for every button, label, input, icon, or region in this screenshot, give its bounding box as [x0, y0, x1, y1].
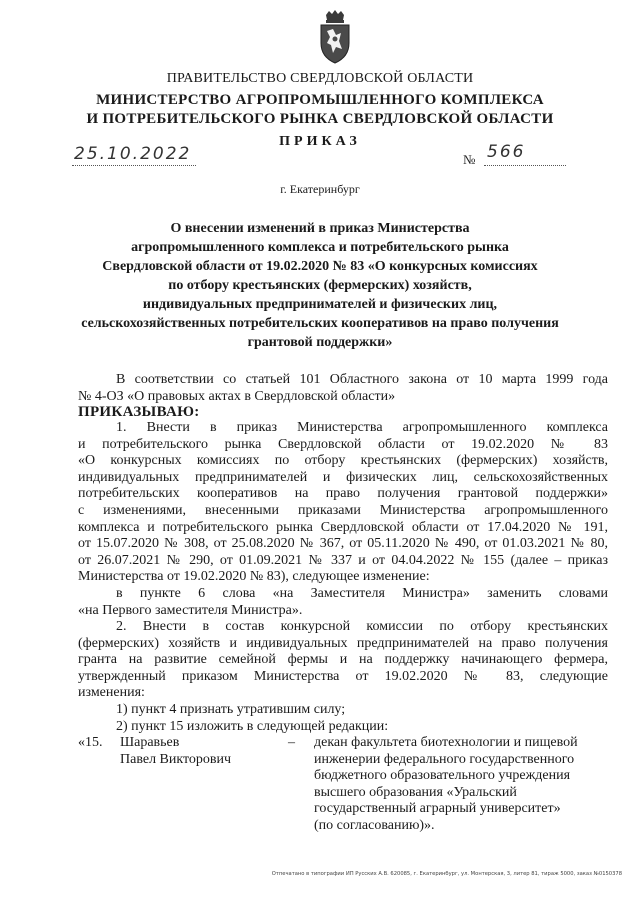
member-given-names: Павел Викторович	[120, 752, 232, 767]
item-2-line: изменения:	[78, 685, 145, 701]
member-position-line: (по согласованию)».	[314, 817, 435, 833]
item-1-line: и потребительского рынка Свердловской области от 19.02.2020 № 83	[78, 436, 608, 452]
member-position-line: декан факультета биотехнологии и пищевой	[314, 735, 578, 750]
item-1	[78, 420, 608, 619]
ministry-name-line1: МИНИСТЕРСТВО АГРОПРОМЫШЛЕННОГО КОМПЛЕКСА	[96, 92, 544, 108]
number-underline	[484, 165, 566, 166]
item-1-line: Министерства от 19.02.2020 № 83), следующее изменение:	[78, 569, 430, 585]
print-imprint: Отпечатано в типографии ИП Русских А.В. 620085, г. Екатеринбург, ул. Монтерская, 3, литер 81, тираж 5000, заказ №0150378	[271, 871, 622, 877]
title-line: О внесении изменений в приказ Министерства	[170, 221, 470, 236]
document-title	[0, 219, 640, 352]
item-2-line: утвержденный приказом Министерства от 19.02.2020 № 83, следующие	[78, 668, 608, 684]
title-line: агропромышленного комплекса и потребительского рынка	[131, 240, 509, 255]
item-1-line: от 26.07.2021 № 290, от 01.09.2021 № 337 и от 04.04.2022 № 155 (далее – приказ	[78, 552, 608, 568]
preamble-line: В соответствии со статьей 101 Областного закона от 10 марта 1999 года	[116, 372, 608, 387]
item-1-line: «О конкурсных комиссиях по отбору крестьянских (фермерских) хозяйств,	[78, 453, 608, 469]
item-2-line: (фермерских) хозяйств и индивидуальных предпринимателей на право получения	[78, 635, 608, 651]
member-position-line: государственный аграрный университет»	[314, 801, 561, 817]
member-position-line: инженерии федерального государственного	[314, 751, 575, 767]
order-word: ПРИКАЗЫВАЮ:	[78, 404, 200, 420]
item-2	[78, 619, 608, 735]
number-label: №	[463, 152, 476, 167]
member-number: «15.	[78, 735, 103, 750]
title-line: по отбору крестьянских (фермерских) хозяйств,	[168, 278, 472, 293]
item-2-line: гранта на развитие семейной фермы и на поддержку начинающего фермера,	[78, 652, 608, 668]
item-2-line: 2. Внести в состав конкурсной комиссии по отбору крестьянских	[116, 619, 608, 634]
handwritten-number: 566	[487, 142, 526, 162]
item-1-line: с изменениями, внесенными приказами Министерства агропромышленного	[78, 502, 608, 518]
item-2-line: 1) пункт 4 признать утратившим силу;	[116, 701, 346, 717]
member-surname: Шаравьев	[120, 735, 180, 750]
member-position-line: высшего образования «Уральский	[314, 784, 517, 800]
city: г. Екатеринбург	[280, 182, 360, 196]
preamble	[78, 372, 608, 405]
title-line: грантовой поддержки»	[247, 335, 393, 350]
government-name: ПРАВИТЕЛЬСТВО СВЕРДЛОВСКОЙ ОБЛАСТИ	[166, 71, 474, 86]
date-underline	[72, 165, 196, 166]
member-position	[314, 735, 578, 835]
item-1-line: потребительских кооперативов на право получения грантовой поддержки»	[78, 486, 608, 502]
member-dash: –	[288, 735, 295, 750]
item-1-line: 1. Внести в приказ Министерства агропромышленного комплекса	[116, 420, 608, 435]
preamble-line: № 4-ОЗ «О правовых актах в Свердловской области»	[78, 388, 396, 404]
item-1-line: от 15.07.2020 № 308, от 25.08.2020 № 367, от 05.11.2020 № 490, от 01.03.2021 № 80,	[78, 536, 608, 552]
member-position-line: бюджетного образовательного учреждения	[314, 768, 571, 784]
item-1-line: индивидуальных предпринимателей и физических лиц, сельскохозяйственных	[78, 469, 608, 485]
item-2-line: 2) пункт 15 изложить в следующей редакции:	[116, 718, 389, 734]
ministry-name-line2: И ПОТРЕБИТЕЛЬСКОГО РЫНКА СВЕРДЛОВСКОЙ ОБЛАСТИ	[86, 111, 554, 127]
item-1-line: в пункте 6 слова «на Заместителя Министра» заменить словами	[116, 585, 608, 601]
item-1-line: комплекса и потребительского рынка Свердловской области от 17.04.2020 № 191,	[78, 519, 608, 535]
title-line: сельскохозяйственных потребительских кооперативов на право получения	[81, 316, 559, 331]
title-line: Свердловской области от 19.02.2020 № 83 «О конкурсных комиссиях	[102, 259, 538, 274]
handwritten-date: 25.10.2022	[74, 144, 192, 164]
item-1-line: «на Первого заместителя Министра».	[78, 602, 303, 618]
title-line: индивидуальных предпринимателей и физических лиц,	[142, 297, 498, 312]
document-type: ПРИКАЗ	[279, 134, 361, 149]
coat-of-arms-icon	[317, 9, 353, 65]
